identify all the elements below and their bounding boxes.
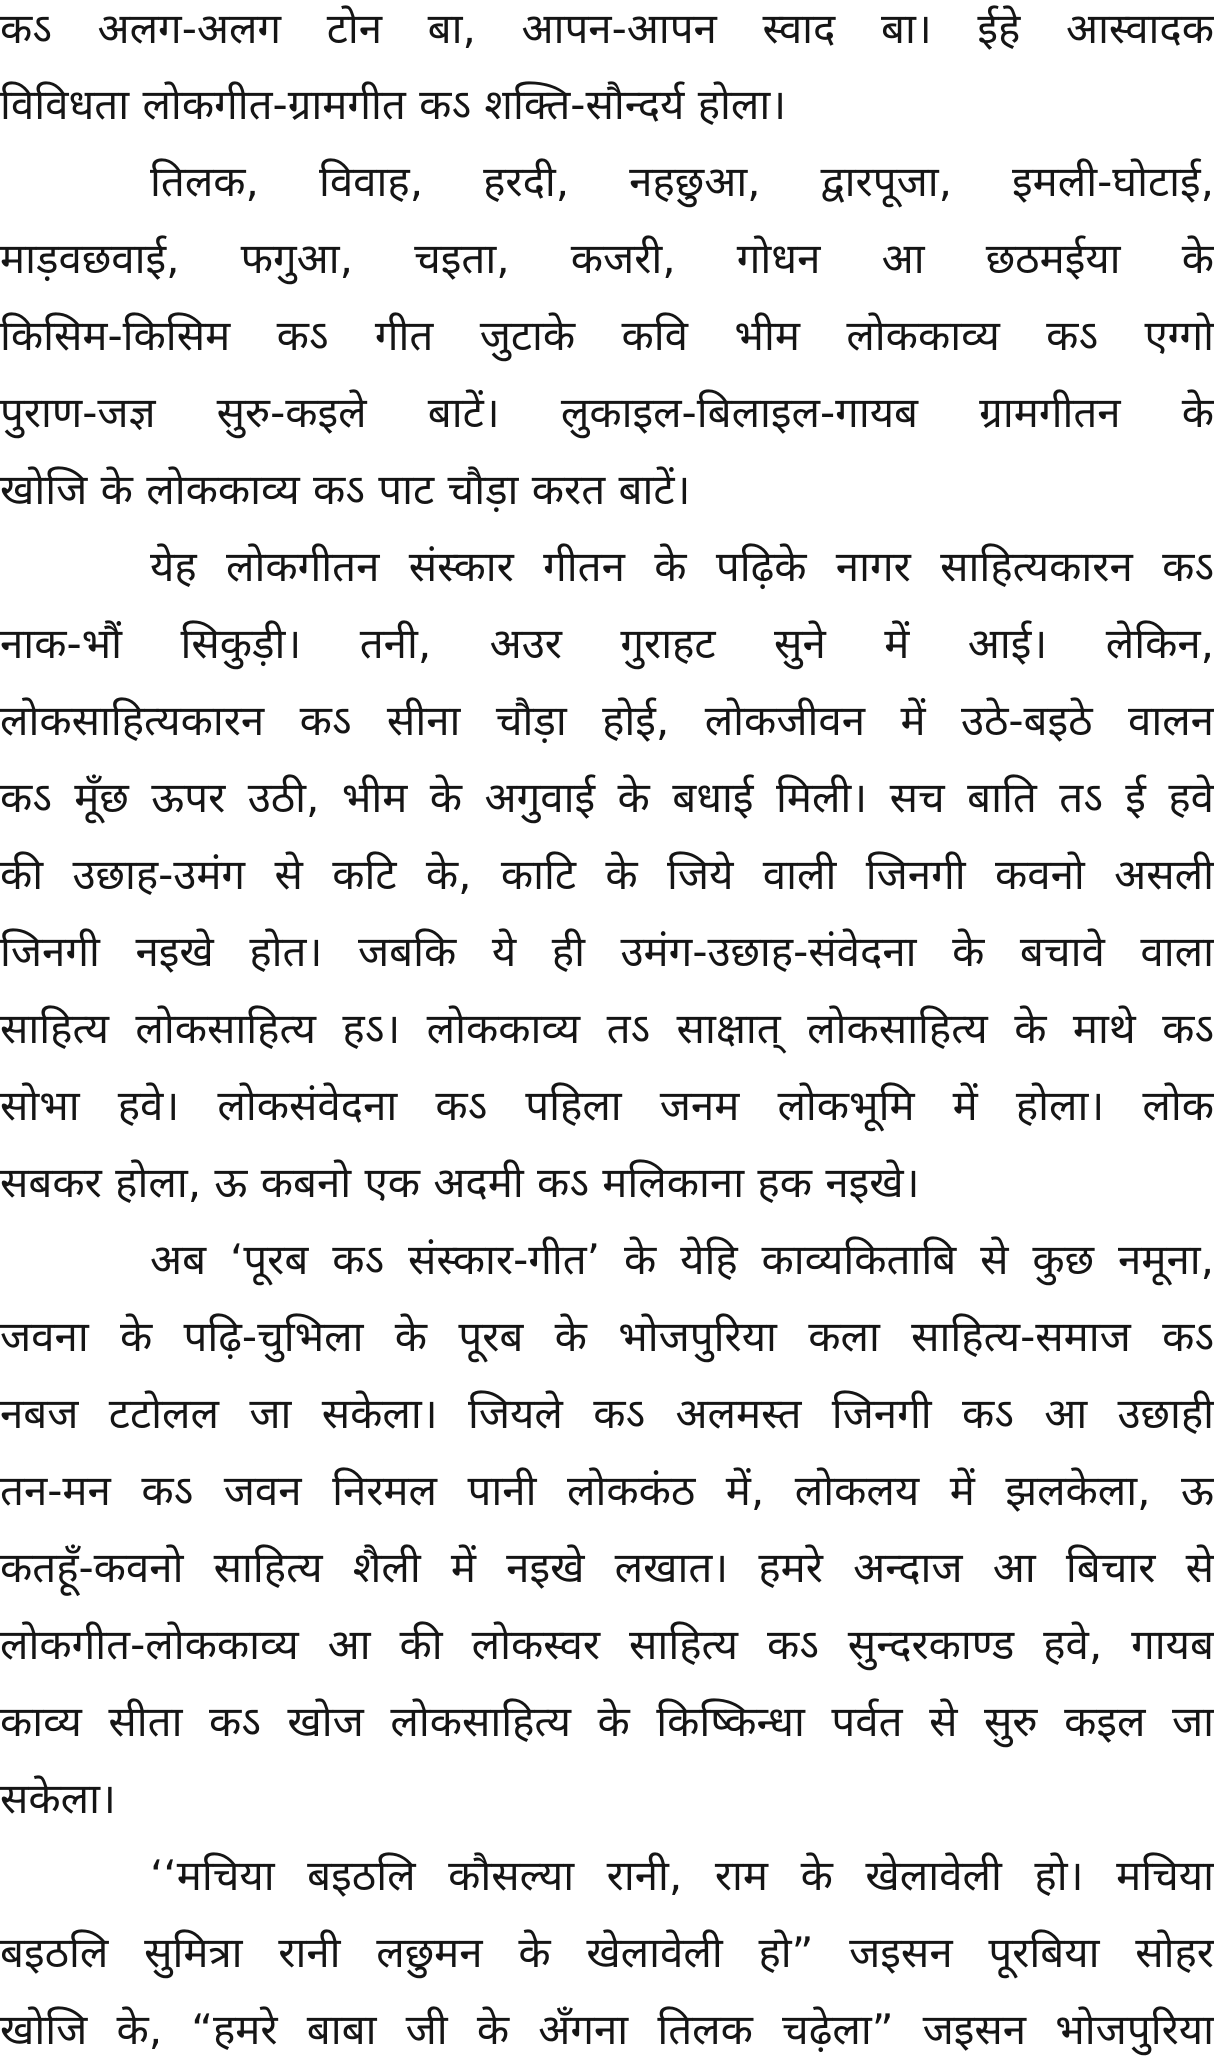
text-line: काव्य सीता कऽ खोज लोकसाहित्य के किष्किन्धा पर्वत से सुरु कइल जा <box>0 1697 1214 1746</box>
text-line: सोभा हवे। लोकसंवेदना कऽ पहिला जनम लोकभूमि में होला। लोक <box>0 1081 1214 1130</box>
text-line: जवना के पढ़ि-चुभिला के पूरब के भोजपुरिया कला साहित्य-समाज कऽ <box>0 1312 1214 1361</box>
text-line: जिनगी नइखे होत। जबकि ये ही उमंग-उछाह-संवेदना के बचावे वाला <box>0 927 1214 976</box>
text-line: सबकर होला, ऊ कबनो एक अदमी कऽ मलिकाना हक नइखे। <box>0 1158 920 1207</box>
text-line: सकेला। <box>0 1774 116 1823</box>
text-line: साहित्य लोकसाहित्य हऽ। लोककाव्य तऽ साक्षात् लोकसाहित्य के माथे कऽ <box>0 1004 1214 1053</box>
paragraph-first-line: येह लोकगीतन संस्कार गीतन के पढ़िके नागर साहित्यकारन कऽ <box>150 542 1214 591</box>
text-line: की उछाह-उमंग से कटि के, काटि के जिये वाली जिनगी कवनो असली <box>0 850 1214 899</box>
text-line: नबज टटोलल जा सकेला। जियले कऽ अलमस्त जिनगी कऽ आ उछाही <box>0 1389 1214 1438</box>
text-line: पुराण-जज्ञ सुरु-कइले बाटें। लुकाइल-बिलाइल-गायब ग्रामगीतन के <box>0 388 1214 437</box>
text-line: माड़वछवाई, फगुआ, चइता, कजरी, गोधन आ छठमईया के <box>0 234 1214 283</box>
text-line: बइठलि सुमित्रा रानी लछुमन के खेलावेली हो” जइसन पूरबिया सोहर <box>0 1928 1214 1977</box>
text-line: किसिम-किसिम कऽ गीत जुटाके कवि भीम लोककाव्य कऽ एग्गो <box>0 311 1214 360</box>
text-line: कऽ अलग-अलग टोन बा, आपन-आपन स्वाद बा। ईहे आस्वादक <box>0 4 1214 53</box>
paragraph-first-line: ‘‘मचिया बइठलि कौसल्या रानी, राम के खेलावेली हो। मचिया <box>150 1851 1214 1900</box>
text-line: नाक-भौं सिकुड़ी। तनी, अउर गुराहट सुने में आई। लेकिन, <box>0 619 1214 668</box>
paragraph-first-line: अब ‘पूरब कऽ संस्कार-गीत’ के येहि काव्यकिताबि से कुछ नमूना, <box>150 1235 1214 1284</box>
text-line: कतहूँ-कवनो साहित्य शैली में नइखे लखात। हमरे अन्दाज आ बिचार से <box>0 1543 1214 1592</box>
text-line: कऽ मूँछ ऊपर उठी, भीम के अगुवाई के बधाई मिली। सच बाति तऽ ई हवे <box>0 773 1214 822</box>
text-line: विविधता लोकगीत-ग्रामगीत कऽ शक्ति-सौन्दर्य होला। <box>0 80 787 129</box>
text-line: खोजि के लोककाव्य कऽ पाट चौड़ा करत बाटें। <box>0 465 691 514</box>
paragraph-first-line: तिलक, विवाह, हरदी, नहछुआ, द्वारपूजा, इमली-घोटाई, <box>150 157 1214 206</box>
text-line: लोकगीत-लोककाव्य आ की लोकस्वर साहित्य कऽ सुन्दरकाण्ड हवे, गायब <box>0 1620 1214 1669</box>
text-line: लोकसाहित्यकारन कऽ सीना चौड़ा होई, लोकजीवन में उठे-बइठे वालन <box>0 696 1214 745</box>
text-line: खोजि के, “हमरे बाबा जी के अँगना तिलक चढ़ेला” जइसन भोजपुरिया <box>0 2005 1214 2054</box>
text-line: तन-मन कऽ जवन निरमल पानी लोककंठ में, लोकलय में झलकेला, ऊ <box>0 1466 1214 1515</box>
